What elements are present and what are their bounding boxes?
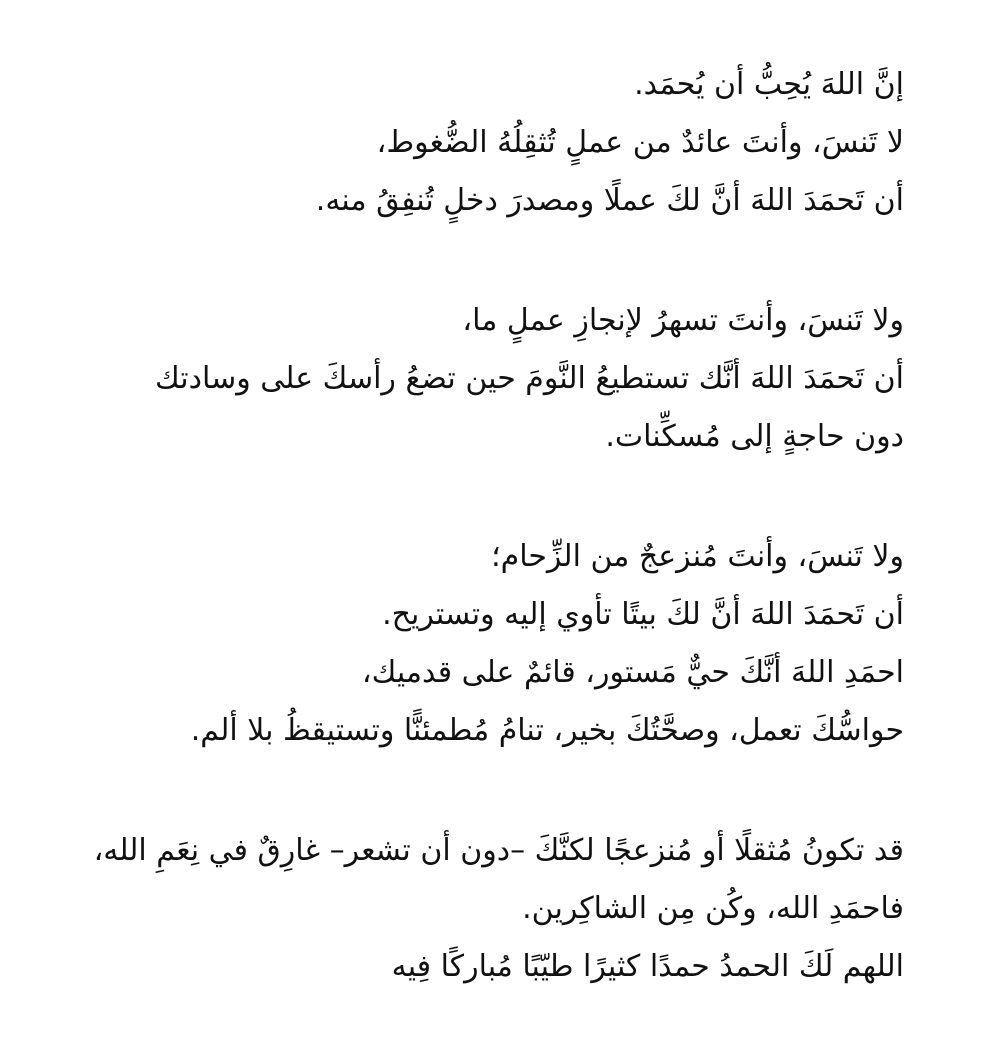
text-line: احمَدِ اللهَ أنَّكَ حيٌّ مَستور، قائمٌ على قدميك،: [361, 655, 904, 690]
text-line: أن تَحمَدَ اللهَ أنَّ لكَ بيتًا تأوي إليه وتستريح.: [382, 597, 904, 632]
text-line: ولا تَنسَ، وأنتَ مُنزعجٌ من الزِّحام؛: [491, 539, 904, 574]
text-line: اللهم لَكَ الحمدُ حمدًا كثيرًا طيّبًا مُباركًا فِيه: [391, 949, 904, 984]
text-line: إنَّ اللهَ يُحِبُّ أن يُحمَد.: [634, 67, 904, 102]
stanza-1: [84, 56, 904, 230]
text-line: فاحمَدِ الله، وكُن مِن الشاكِرين.: [522, 891, 904, 926]
text-line: دون حاجةٍ إلى مُسكِّنات.: [605, 419, 904, 454]
text-line: قد تكونُ مُثقلًا أو مُنزعجًا لكنَّكَ –دون أن تشعر– غارِقٌ في نِعَمِ الله،: [93, 833, 904, 868]
text-line: أن تَحمَدَ اللهَ أنَّ لكَ عملًا ومصدرَ دخلٍ تُنفِقُ منه.: [315, 183, 904, 218]
text-line: ولا تَنسَ، وأنتَ تسهرُ لإنجازِ عملٍ ما،: [462, 303, 904, 338]
text-line: حواسُّكَ تعمل، وصحَّتُكَ بخير، تنامُ مُطمئنًّا وتستيقظُ بلا ألم.: [190, 713, 904, 748]
stanza-3: [84, 528, 904, 760]
document-body: [84, 56, 904, 996]
text-line: أن تَحمَدَ اللهَ أنَّك تستطيعُ النَّومَ حين تضعُ رأسكَ على وسادتك: [155, 361, 904, 396]
stanza-2: [84, 292, 904, 466]
text-line: لا تَنسَ، وأنتَ عائدٌ من عملٍ تُثقِلُهُ الضُّغوط،: [376, 125, 904, 160]
stanza-4: [84, 822, 904, 996]
